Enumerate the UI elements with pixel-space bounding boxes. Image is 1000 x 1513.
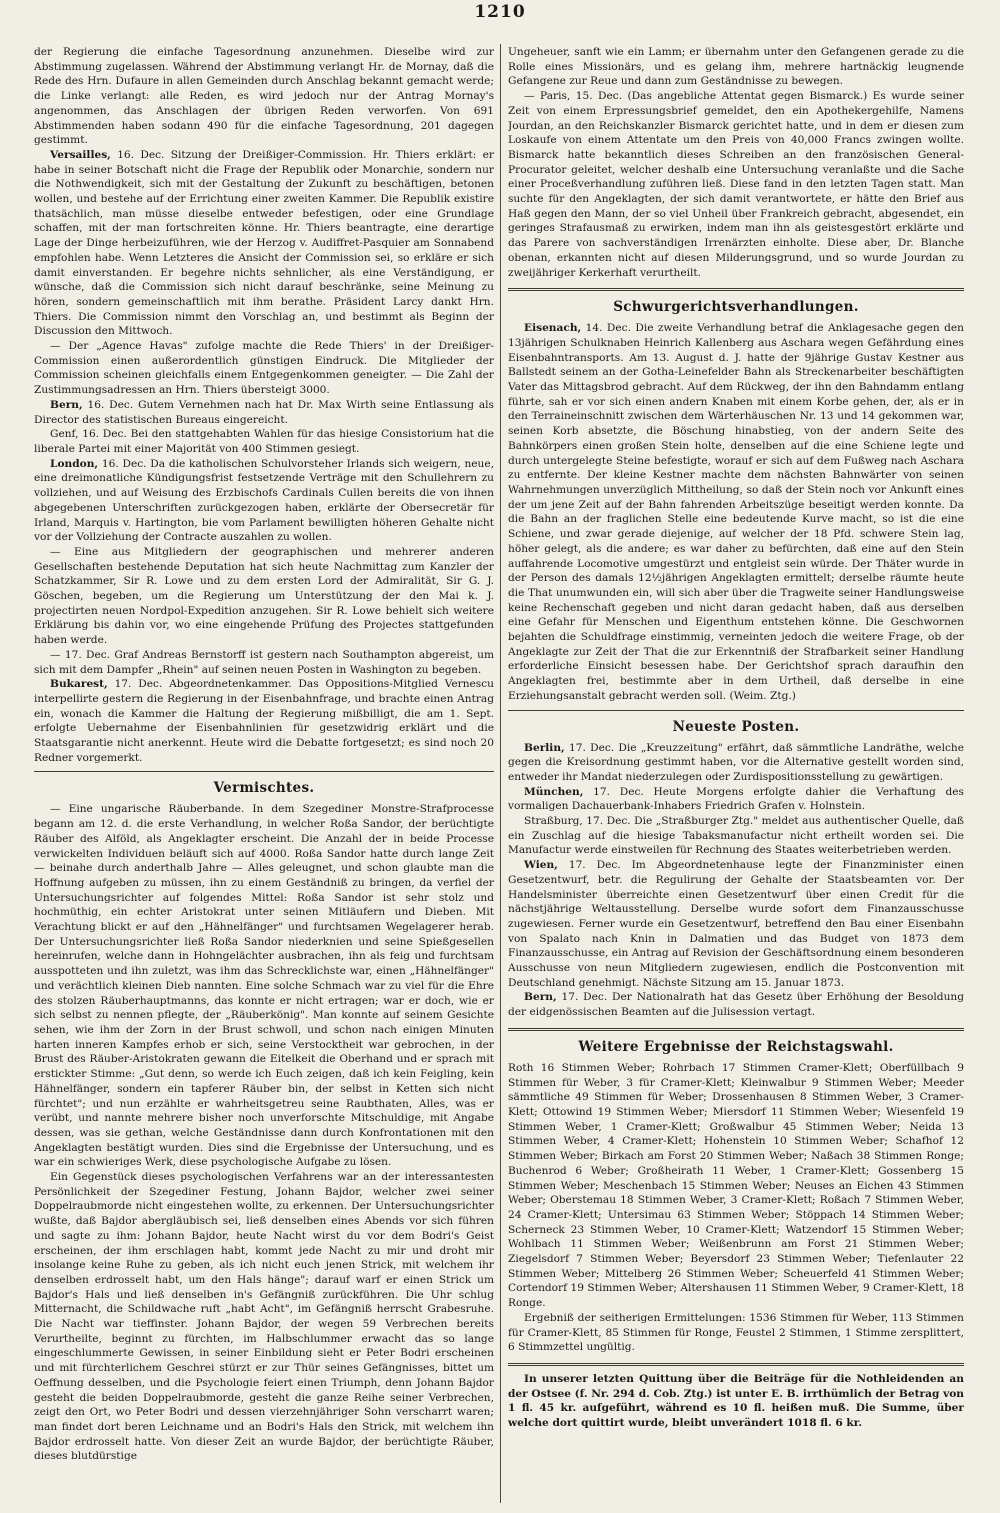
section-heading-neueste-posten: Neueste Posten. xyxy=(672,718,800,735)
article-paragraph: In unserer letzten Quittung über die Beiträge für die Nothleidenden an der Ostsee (f. Nr. 294 d. Cob. Ztg.) ist unter E. B. irrthümlich der Betrag von 1 fl. 45 kr. aufgeführt, während es 10 fl. heißen muß. Die Summe, über welche dort quittirt wurde, bleibt unverändert 1018 fl. 6 kr. xyxy=(508,1372,964,1430)
dateline: Berlin, xyxy=(524,741,565,754)
section-heading-vermischtes: Vermischtes. xyxy=(213,780,315,797)
article-text: 16. Dec. Sitzung der Dreißiger-Commission. Hr. Thiers erklärt: er habe in seiner Botschaft nicht die Frage der Republik oder Monarchie, sondern nur die Nothwendigkeit, sich mit der Gestaltung der Zukunft zu beschäftigen, betonen wollen, und bestehe auf der Errichtung einer zweiten Kammer. Die Republik existire thatsächlich, man müsse dieselbe entweder befestigen, oder eine Grundlage schaffen, mit der man fortschreiten könne. Hr. Thiers beantragte, eine derartige Lage der Dinge herbeizuführen, wie der Herzog v. Audiffret-Pasquier am Sonnabend empfohlen habe. Wenn Letzteres die Ansicht der Commission sei, so erkläre er sich damit einverstanden. Er begehre nichts sehnlicher, als eine Verständigung, er wünsche, daß die Commission sich nicht darauf beschränke, seine Meinung zu hören, sondern gemeinschaftlich mit ihm berathe. Präsident Larcy dankt Hrn. Thiers. Die Commission nimmt den Vorschlag an, und bestimmt als Beginn der Discussion den Mittwoch. xyxy=(34,148,494,338)
section-rule xyxy=(508,1028,964,1031)
section-rule xyxy=(508,710,964,711)
article-paragraph xyxy=(508,990,964,1019)
article-paragraph xyxy=(34,398,494,427)
dateline: London, xyxy=(50,457,99,470)
section-rule xyxy=(508,288,964,291)
article-text: 17. Dec. Heute Morgens erfolgte dahier die Verhaftung des vormaligen Dachauerbank-Inhabers Friedrich Grafen v. Holnstein. xyxy=(508,785,964,813)
article-paragraph: — Paris, 15. Dec. (Das angebliche Attentat gegen Bismarck.) Es wurde seiner Zeit von einem Erpressungsbrief gemeldet, den ein Apothekergehilfe, Namens Jourdan, an den Reichskanzler Bismarck gerichtet hatte, und in dem er diesen zum Loskaufe von einem Attentate um den Preis von 40,000 Francs zwingen wollte. Bismarck hatte bekanntlich dieses Schreiben an den französischen General-Procurator geleitet, welcher deshalb eine Untersuchung veranlaßte und die Sache einer Proceßverhandlung zuführen ließ. Diese fand in den letzten Tagen statt. Man suchte für den Angeklagten, der sich damit verantwortete, er hätte den Brief aus Haß gegen den Mann, der so viel Unheil über Frankreich gebracht, abgesendet, ein geringes Strafausmaß zu erwirken, indem man ihn als geistesgestört erklärte und das Parere von sachverständigen Irrenärzten einholte. Diese aber, Dr. Blanche obenan, erkannten nicht auf diesen Milderungsgrund, und so wurde Jourdan zu zweijähriger Kerkerhaft verurtheilt. xyxy=(508,90,964,279)
article-paragraph: Ergebniß der seitherigen Ermittelungen: 1536 Stimmen für Weber, 113 Stimmen für Cramer-Klett, 85 Stimmen für Ronge, Feustel 2 Stimmen, 1 Stimme zersplittert, 6 Stimmzettel ungültig. xyxy=(508,1311,964,1354)
article-paragraph xyxy=(34,148,494,339)
dateline: Eisenach, xyxy=(524,322,582,335)
article-text: 17. Dec. Die „Kreuzzeitung" erfährt, daß sämmtliche Landräthe, welche gegen die Kreisordnung gestimmt haben, vor die Alternative gestellt worden sind, entweder ihr Mandat niederzulegen oder Zurdispositionsstellung zu gewärtigen. xyxy=(508,741,964,783)
dateline: Versailles, xyxy=(50,148,111,161)
article-paragraph: Ungeheuer, sanft wie ein Lamm; er übernahm unter den Gefangenen gerade zu die Rolle eines Missionärs, und es gelang ihm, mehrere hartnäckig leugnende Gefangene zur Reue und dann zum Geständnisse zu bewegen. xyxy=(508,46,964,88)
dateline: Bern, xyxy=(524,991,557,1004)
article-paragraph: — 17. Dec. Graf Andreas Bernstorff ist gestern nach Southampton abgereist, um sich mit dem Dampfer „Rhein" auf seinen neuen Posten in Washington zu begeben. xyxy=(34,648,494,676)
section-rule xyxy=(34,771,494,772)
article-text: 16. Dec. Da die katholischen Schulvorsteher Irlands sich weigern, neue, eine dreimonatliche Kündigungsfrist festsetzende Verträge mit den Schullehrern zu vollziehen, und auf Weisung des Erzbischofs Cardinals Cullen bereits die von ihnen abgegebenen Unterschriften zurückgezogen haben, erklärte der Obersecretär für Irland, Marquis v. Hartington, bie vom Parlament bewilligten höheren Gehalte nicht vor der Vollziehung der Contracte auszahlen zu wollen. xyxy=(34,457,494,544)
section-rule xyxy=(508,1363,964,1366)
dateline: München, xyxy=(524,785,584,798)
article-paragraph xyxy=(508,858,964,990)
article-text: 17. Dec. Im Abgeordnetenhause legte der Finanzminister einen Gesetzentwurf, betr. die Regulirung der Gehalte der Staatsbeamten vor. Der Handelsminister überreichte einen Gesetzentwurf über einen Credit für die nächstjährige Weltausstellung. Derselbe wurde sofort dem Finanzausschusse zugewiesen. Ferner wurde ein Gesetzentwurf, betreffend den Bau einer Eisenbahn von Spalato nach Knin in Dalmatien und das Budget von 1873 dem Finanzausschusse, ein Antrag auf Revision der Geschäftsordnung einem besonderen Ausschusse von neun Mitgliedern zugewiesen, endlich die Postconvention mit Deutschland genehmigt. Nächste Sitzung am 15. Januar 1873. xyxy=(508,859,964,989)
article-paragraph: Genf, 16. Dec. Bei den stattgehabten Wahlen für das hiesige Consistorium hat die liberale Partei mit einer Majorität von 400 Stimmen gesiegt. xyxy=(34,428,494,455)
article-paragraph xyxy=(34,677,494,765)
article-paragraph xyxy=(508,321,964,703)
article-paragraph: — Der „Agence Havas" zufolge machte die Rede Thiers' in der Dreißiger-Commission einen außerordentlich günstigen Eindruck. Die Mitglieder der Commission scheinen gleichfalls einem Entgegenkommen geneigter. — Die Zahl der Zustimmungsadressen an Hrn. Thiers übersteigt 3000. xyxy=(34,340,494,397)
left-column xyxy=(34,45,494,1505)
right-column xyxy=(508,45,964,1505)
article-paragraph xyxy=(34,457,494,545)
dateline: Bukarest, xyxy=(50,678,108,691)
dateline: Wien, xyxy=(524,859,558,872)
article-text: 17. Dec. Der Nationalrath hat das Gesetz über Erhöhung der Besoldung der eidgenössischen Beamten auf die Julisession vertagt. xyxy=(508,991,964,1019)
article-paragraph: Roth 16 Stimmen Weber; Rohrbach 17 Stimmen Cramer-Klett; Oberfüllbach 9 Stimmen für Weber, 3 für Cramer-Klett; Kleinwalbur 9 Stimmen Weber; Meeder sämmtliche 49 Stimmen für Weber; Drossenhausen 8 Stimmen Weber, 3 Cramer-Klett; Ottowind 19 Stimmen Weber; Miersdorf 11 Stimmen Weber; Wiesenfeld 19 Stimmen Weber, 1 Cramer-Klett; Großwalbur 45 Stimmen Weber; Neida 13 Stimmen Weber, 4 Cramer-Klett; Hohenstein 10 Stimmen Weber; Schafhof 12 Stimmen Weber; Birkach am Forst 20 Stimmen Weber; Naßach 38 Stimmen Ronge; Buchenrod 6 Weber; Großheirath 11 Weber, 1 Cramer-Klett; Gossenberg 15 Stimmen Weber; Meschenbach 15 Stimmen Weber; Neuses an Eichen 43 Stimmen Weber; Oberstemau 18 Stimmen Weber, 3 Cramer-Klett; Roßach 7 Stimmen Weber, 24 Cramer-Klett; Untersimau 63 Stimmen Weber; Stöppach 14 Stimmen Weber; Scherneck 23 Stimmen Weber, 10 Cramer-Klett; Watzendorf 15 Stimmen Weber; Wohlbach 11 Stimmen Weber; Weißenbrunn am Forst 21 Stimmen Weber; Ziegelsdorf 7 Stimmen Weber; Beyersdorf 23 Stimmen Weber; Tiefenlauter 22 Stimmen Weber; Mittelberg 26 Stimmen Weber; Scheuerfeld 41 Stimmen Weber; Cortendorf 19 Stimmen Weber; Altershausen 11 Stimmen Weber, 9 Cramer-Klett, 18 Ronge. xyxy=(508,1061,964,1310)
article-text: 14. Dec. Die zweite Verhandlung betraf die Anklagesache gegen den 13jährigen Schulknaben Heinrich Kallenberg aus Aschara wegen Gefährdung eines Eisenbahntransports. Am 13. August d. J. hatte der 9jährige Gustav Kestner aus Ballstedt seinem an der Gotha-Leinefelder Bahn als Streckenarbeiter beschäftigten Vater das Mittagsbrod gebracht. Auf dem Rückweg, der ihn den Bahndamm entlang führte, sah er vor sich einen andern Knaben mit einem Korbe gehen, der, als er in den Terraineinschnitt zwischen dem Wärterhäuschen Nr. 13 und 14 gekommen war, seinen Korb absetzte, die Böschung hinabstieg, von der andern Seite des Bahnkörpers einen großen Stein holte, denselben auf die eine Schiene legte und durch untergelegte Steine befestigte, worauf er sich auf dem Fußweg nach Aschara zu entfernte. Der kleine Kestner machte dem nächsten Bahnwärter von seinen Wahrnehmungen unverzüglich Mittheilung, so daß der Stein noch vor Ankunft eines der um jene Zeit auf der Bahn fahrenden Arbeitszüge beseitigt werden konnte. Da die Bahn an der fraglichen Stelle eine bedeutende Kurve macht, so ist die eine Schiene, und zwar gerade diejenige, auf welcher der 18 Pfd. schwere Stein lag, höher gelegt, als die andere; es war daher zu befürchten, daß eine auf den Stein auffahrende Locomotive umgestürzt und entgleist sein würde. Der Thäter wurde in der Person des damals 12½jährigen Angeklagten ermittelt; derselbe räumte heute die That unumwunden ein, will sich aber über die Tragweite seiner Handlungsweise keine Rechenschaft gegeben und nicht daran gedacht haben, daß aus derselben eine Gefahr für Menschen und Eigenthum entstehen könne. Die Geschwornen bejahten die Schuldfrage einstimmig, verneinten jedoch die weitere Frage, ob der Angeklagte zur Zeit der That die zur Erkenntniß der Strafbarkeit seiner Handlung erforderliche Einsicht besessen habe. Der Gerichtshof sprach daraufhin den Angeklagten frei, bestimmte aber in dem Urtheil, daß derselbe in eine Erziehungsanstalt gebracht werden soll. (Weim. Ztg.) xyxy=(508,322,964,702)
article-paragraph: Ein Gegenstück dieses psychologischen Verfahrens war an der interessantesten Persönlichkeit der Szegediner Festung, Johann Bajdor, welcher zwei seiner Doppelraubmorde nicht eingestehen wollte, zu erkennen. Der Untersuchungsrichter wußte, daß Bajdor abergläubisch sei, ließ denselben eines Abends vor sich führen und sagte zu ihm: Johann Bajdor, heute Nacht wirst du vor dem Bodri's Geist erscheinen, der ihm erschlagen habt, kommt jede Nacht zu mir und droht mir insolange keine Ruhe zu geben, als ich nicht euch jenen Strick, mit welchem ihr denselben erdrosselt habt, um den Hals hänge"; darauf warf er einen Strick um Bajdor's Hals und ließ denselben in's Gefängniß zurückführen. Die Uhr schlug Mitternacht, die Schildwache ruft „habt Acht", im Gefängniß herrscht Grabesruhe. Die Nacht war tieffinster. Johann Bajdor, der wegen 59 Verbrechen bereits Verurtheilte, beginnt zu fürchten, im Halbschlummer erwacht das so lange eingeschlummerte Gewissen, in seiner Einbildung sieht er Peter Bodri erscheinen und mit fürchterlichem Geschrei stürzt er zur Thür seines Gefängnisses, bittet um Oeffnung desselben, und die Psychologie feiert einen Triumph, denn Johann Bajdor gesteht die beiden Doppelraubmorde, gesteht die ganze Reihe seiner Verbrechen, zeigt den Ort, wo Peter Bodri und dessen vierzehnjähriger Sohn verscharrt waren; man findet dort beren Leichname und an Bodri's Hals den Strick, mit welchem ihn Bajdor erdrosselt hatte. Von dieser Zeit an wurde Bajdor, der berüchtigte Räuber, dieses blutdürstige xyxy=(34,1171,494,1463)
dateline: Bern, xyxy=(50,398,83,411)
column-divider xyxy=(500,44,501,1503)
article-paragraph xyxy=(508,785,964,814)
article-text: 16. Dec. Gutem Vernehmen nach hat Dr. Max Wirth seine Entlassung als Director des statistischen Bureaus eingereicht. xyxy=(34,398,494,426)
section-heading-reichstagswahl: Weitere Ergebnisse der Reichstagswahl. xyxy=(578,1038,894,1055)
article-paragraph xyxy=(508,741,964,785)
page-number: 1210 xyxy=(474,2,526,22)
article-paragraph: — Eine ungarische Räuberbande. In dem Szegediner Monstre-Strafprocesse begann am 12. d. die erste Verhandlung, in welcher Roßa Sandor, der berüchtigte Räuber des Alföld, als Angeklagter erscheint. Die Anzahl der in beide Processe verwickelten Individuen beläuft sich auf 4000. Roßa Sandor hatte durch lange Zeit — beinahe durch anderthalb Jahre — Alles geleugnet, und schon glaubte man die Hoffnung aufgeben zu müssen, ihn zu einem Geständniß zu bringen, da verfiel der Untersuchungsrichter auf folgendes Mittel: Roßa Sandor ist sehr stolz und hochmüthig, ein echter Aristokrat unter seinen Mitläufern und Dieben. Mit Verachtung blickt er auf den „Hähnelfänger" und furchtsamen Wegelagerer herab. Der Untersuchungsrichter ließ Roßa Sandor niederknien und seine Spießgesellen hereinrufen, welche dann in Hohngelächter ausbrachen, ihn als feig und furchtsam ausspotteten und ihn zuletzt, was ihm das Schrecklichste war, einen „Hähnelfänger" und verächtlich kleinen Dieb nannten. Eine solche Schmach war zu viel für die Ehre des stolzen Räuberhauptmanns, das konnte er nicht ertragen; war er doch, wie er sich selbst zu nennen pflegte, der „Räuberkönig". Man konnte auf seinem Gesichte sehen, wie ihm der Zorn in der Brust schwoll, und schon nach einigen Minuten harten inneren Kampfes erhob er sich, seine Verstocktheit war gebrochen, in der Brust des Räuber-Aristokraten gewann die Eitelkeit die Oberhand und er sprach mit erstickter Stimme: „Gut denn, so werde ich Euch zeigen, daß ich kein Feigling, kein Hähnelfänger, sondern ein tapferer Räuber bin, der selbst in Ketten sich nicht fürchtet"; und nun erzählte er wahrheitsgetreu seine Raubthaten, Alles, was er verübt, und nannte mehrere bisher noch unverforschte Mitschuldige, mit Angabe dessen, was sie gethan, welche Geständnisse dann durch Konfrontationen mit den Angeklagten bestätigt wurden. Dies sind die Ergebnisse der Untersuchung, und es war ein schwieriges Werk, diese psychologische Aufgabe zu lösen. xyxy=(34,803,494,1169)
article-paragraph: — Eine aus Mitgliedern der geographischen und mehrerer anderen Gesellschaften bestehende Deputation hat sich heute Nachmittag zum Kanzler der Schatzkammer, Sir R. Lowe und zu dem ersten Lord der Admiralität, Sir G. J. Göschen, begeben, um die Regierung um Unterstützung der den Mai k. J. projectirten neuen Nordpol-Expedition anzugehen. Sir R. Lowe behielt sich weitere Erklärung bis dahin vor, wo eine eingehende Prüfung des Projectes stattgefunden haben werde. xyxy=(34,545,494,647)
article-paragraph: der Regierung die einfache Tagesordnung anzunehmen. Dieselbe wird zur Abstimmung zugelassen. Während der Abstimmung verlangt Hr. de Mornay, daß die Rede des Hrn. Dufaure in allen Gemeinden durch Anschlag bekannt gemacht werde; die Linke verlangt: alle Reden, es wird jedoch nur der Antrag Mornay's angenommen, das Anschlagen der übrigen Reden verworfen. Von 691 Abstimmenden haben sodann 490 für die einfache Tagesordnung, 201 dagegen gestimmt. xyxy=(34,46,494,147)
section-heading-schwurgericht: Schwurgerichtsverhandlungen. xyxy=(613,299,859,316)
article-paragraph: Straßburg, 17. Dec. Die „Straßburger Ztg." meldet aus authentischer Quelle, daß ein Zuschlag auf die hiesige Tabaksmanufactur nicht ertheilt worden sei. Die Manufactur werde einstweilen für Rechnung des Staates weiterbetrieben werden. xyxy=(508,815,964,857)
article-text: 17. Dec. Abgeordnetenkammer. Das Oppositions-Mitglied Vernescu interpellirte gestern die Regierung in der Eisenbahnfrage, und brachte einen Antrag ein, wonach die Kammer die Haltung der Regierung mißbilligt, die am 1. Sept. erfolgte Uebernahme der Eisenbahnlinien für gesetzwidrig erklärt und die Staatsgarantie nicht anerkennt. Heute wird die Debatte fortgesetzt; es sind noch 20 Redner vorgemerkt. xyxy=(34,678,494,764)
